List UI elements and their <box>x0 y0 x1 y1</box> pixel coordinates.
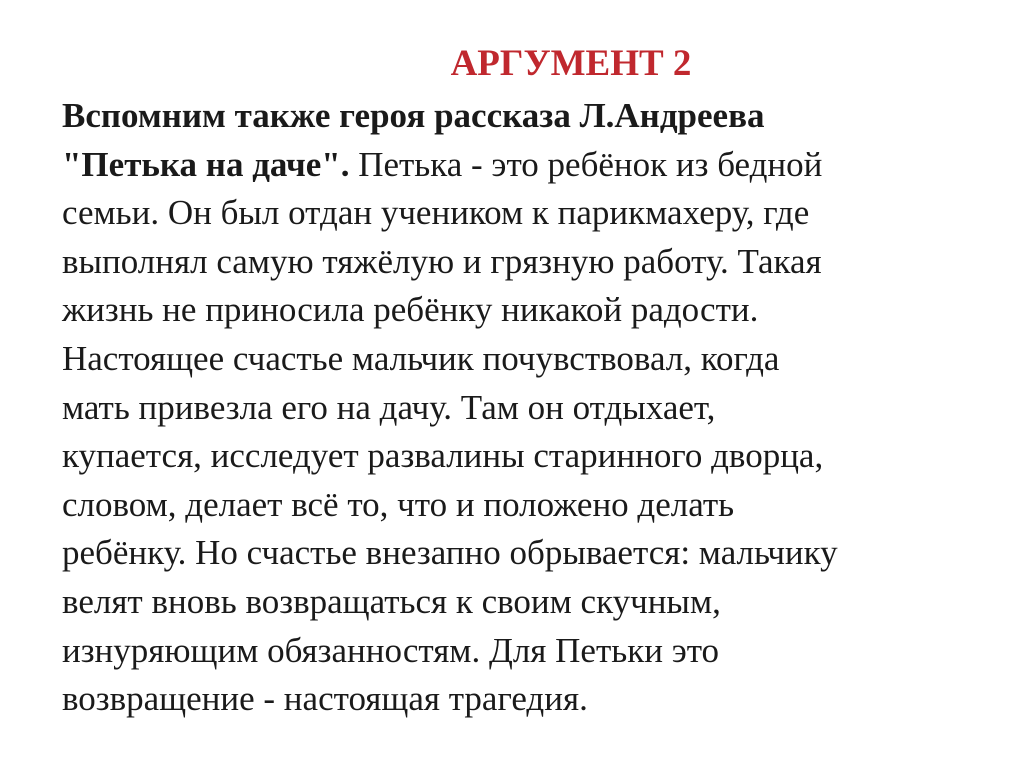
normal-text: велят вновь возвращаться к своим скучным, <box>62 581 721 621</box>
text-line <box>62 384 992 433</box>
text-line <box>62 578 992 627</box>
normal-text: изнуряющим обязанностям. Для Петьки это <box>62 630 720 670</box>
text-line <box>62 141 992 190</box>
normal-text: купается, исследует развалины старинного дворца, <box>62 436 824 476</box>
normal-text: ребёнку. Но счастье внезапно обрывается: мальчику <box>62 533 838 573</box>
bold-text: "Петька на даче". <box>62 144 350 184</box>
normal-text: семьи. Он был отдан учеником к парикмахеру, где <box>62 193 810 233</box>
text-line <box>62 335 992 384</box>
normal-text: Петька - это ребёнок из бедной <box>349 144 823 184</box>
normal-text: возвращение - настоящая трагедия. <box>62 679 588 719</box>
text-line <box>62 675 992 724</box>
text-line <box>62 92 992 141</box>
slide-title: АРГУМЕНТ 2 <box>450 43 692 84</box>
text-line <box>62 627 992 676</box>
text-line <box>62 189 992 238</box>
normal-text: жизнь не приносила ребёнку никакой радости. <box>62 290 759 330</box>
text-line <box>62 529 992 578</box>
normal-text: мать привезла его на дачу. Там он отдыхает, <box>62 387 716 427</box>
normal-text: выполнял самую тяжёлую и грязную работу. Такая <box>62 241 822 281</box>
text-line <box>62 238 992 287</box>
slide-body <box>62 92 992 724</box>
text-line <box>62 286 992 335</box>
bold-text: Вспомним также героя рассказа Л.Андреева <box>62 96 765 135</box>
text-line <box>62 432 992 481</box>
text-line <box>62 481 992 530</box>
normal-text: словом, делает всё то, что и положено делать <box>62 484 735 524</box>
normal-text: Настоящее счастье мальчик почувствовал, когда <box>62 338 780 378</box>
